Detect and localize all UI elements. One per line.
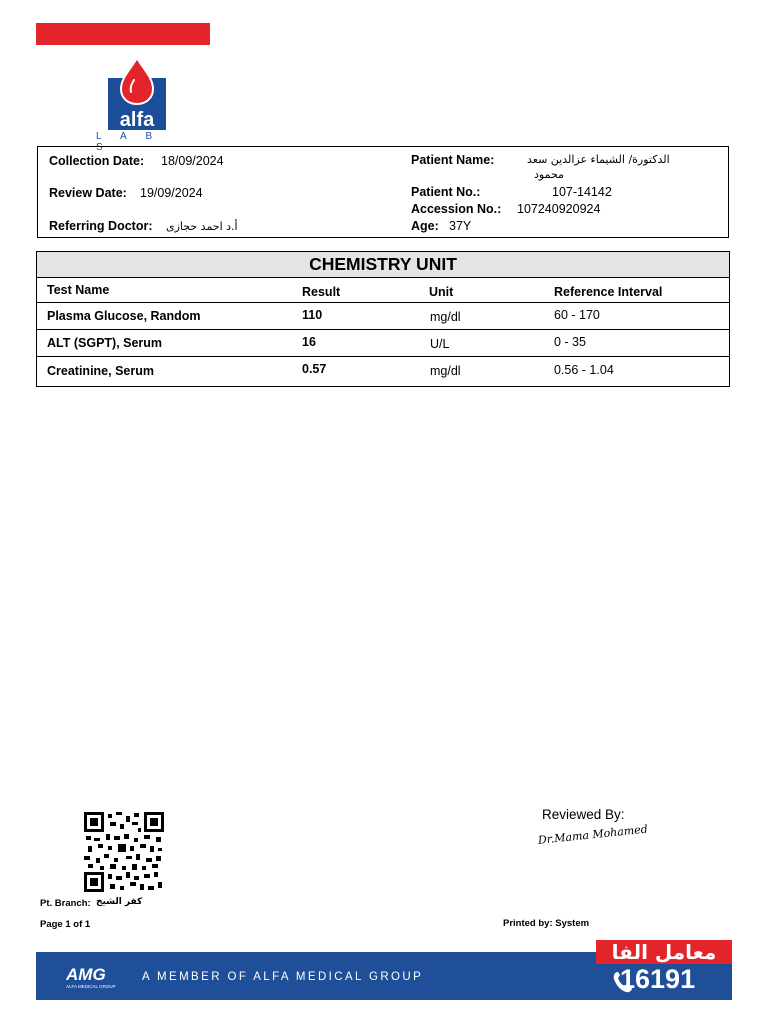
page-indicator: Page 1 of 1	[40, 919, 91, 930]
logo-text: alfa	[119, 109, 155, 131]
patient-name-label: Patient Name:	[411, 153, 495, 167]
accession-no-label: Accession No.:	[411, 202, 502, 216]
table-row-result: 0.57	[302, 362, 327, 376]
patient-name-line2: محمود	[534, 168, 564, 181]
table-row-test: Plasma Glucose, Random	[47, 309, 201, 323]
hotline-number: 16191	[620, 964, 696, 994]
table-row-reference: 0 - 35	[554, 335, 586, 349]
top-accent-bar	[36, 23, 210, 45]
amg-logo	[66, 962, 122, 990]
footer-tagline: A MEMBER OF ALFA MEDICAL GROUP	[142, 971, 424, 983]
row-divider	[37, 356, 729, 357]
collection-date-value: 18/09/2024	[161, 154, 224, 168]
column-header-test-name: Test Name	[47, 283, 110, 297]
chemistry-title-row	[37, 252, 729, 278]
chemistry-table	[36, 251, 730, 387]
collection-date-label: Collection Date:	[49, 154, 145, 168]
age-value: 37Y	[449, 219, 472, 233]
referring-doctor-value: أ.د احمد حجازى	[166, 220, 238, 233]
patient-no-label: Patient No.:	[411, 185, 481, 199]
patient-name-line1: الدكتورة/ الشيماء عزالدين سعد	[527, 153, 670, 166]
reviewed-by-label: Reviewed By:	[542, 807, 625, 822]
printed-by: Printed by: System	[503, 918, 590, 929]
table-row-result: 16	[302, 335, 316, 349]
column-header-result: Result	[302, 285, 341, 299]
amg-logo-text: AMG	[66, 965, 106, 984]
logo-labs-text: L A B S	[96, 131, 161, 153]
chemistry-title: CHEMISTRY UNIT	[309, 254, 457, 274]
brand-arabic-text: معامل الفا	[611, 940, 717, 964]
row-divider	[37, 329, 729, 330]
table-row-unit: U/L	[430, 337, 450, 351]
column-header-reference: Reference Interval	[554, 285, 663, 299]
amg-logo-subtext: ALFA MEDICAL GROUP	[66, 984, 116, 989]
branch-value: كفر الشيخ	[96, 897, 143, 907]
referring-doctor-label: Referring Doctor:	[49, 219, 153, 233]
header-divider	[37, 302, 729, 303]
patient-info-box	[37, 146, 729, 238]
qr-code-icon	[84, 812, 164, 892]
table-row-unit: mg/dl	[430, 364, 461, 378]
patient-no-value: 107-14142	[552, 185, 612, 199]
table-row-test: ALT (SGPT), Serum	[47, 336, 163, 350]
table-row-unit: mg/dl	[430, 310, 461, 324]
table-row-reference: 60 - 170	[554, 308, 600, 322]
table-row-result: 110	[302, 308, 323, 322]
review-date-label: Review Date:	[49, 186, 127, 200]
column-header-unit: Unit	[429, 285, 454, 299]
review-date-value: 19/09/2024	[140, 186, 203, 200]
reviewer-signature: Dr.Mama Mohamed	[537, 822, 649, 847]
table-row-reference: 0.56 - 1.04	[554, 363, 614, 377]
accession-no-value: 107240920924	[517, 202, 601, 216]
table-row-test: Creatinine, Serum	[47, 364, 154, 378]
branch-label: Pt. Branch:	[40, 898, 91, 909]
age-label: Age:	[411, 219, 439, 233]
